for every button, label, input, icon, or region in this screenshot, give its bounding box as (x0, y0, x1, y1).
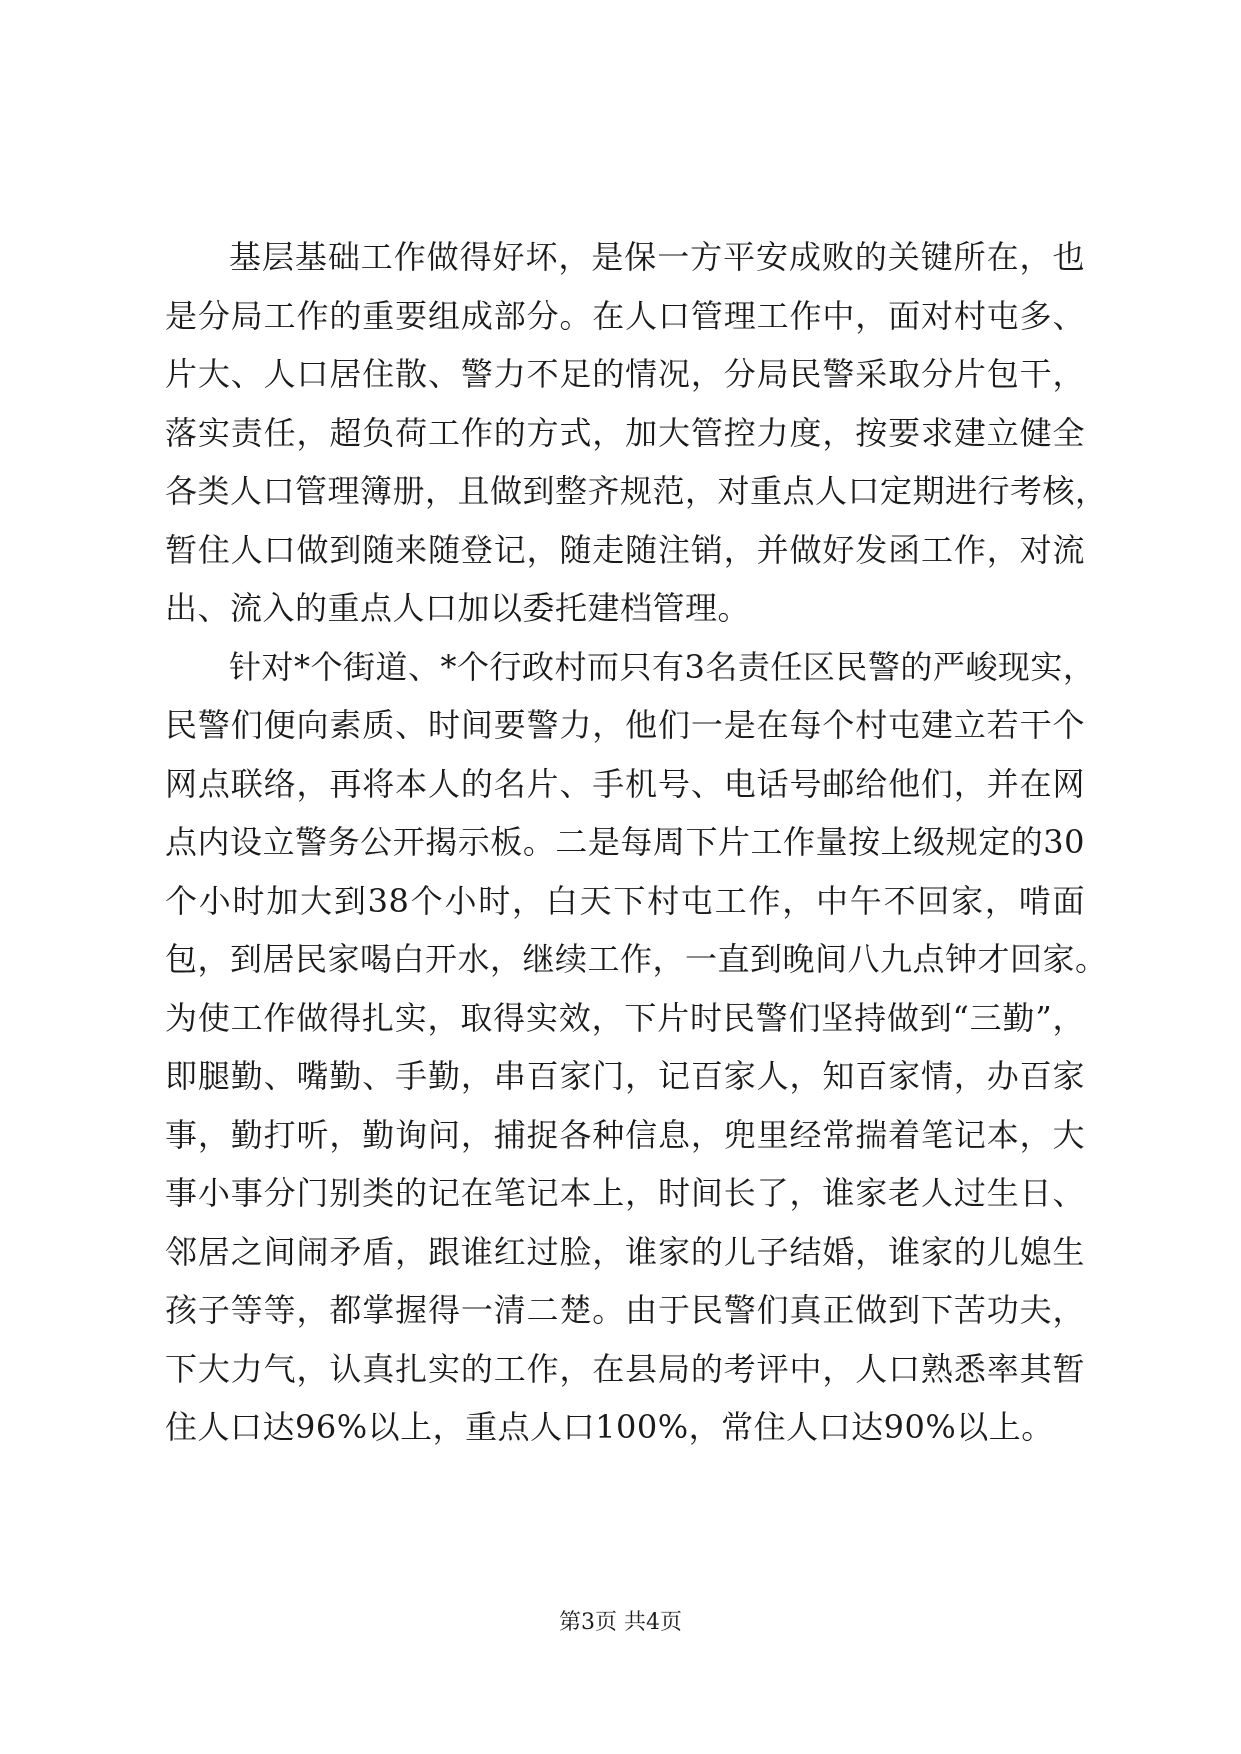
paragraph-2-line-10: 事小事分门别类的记在笔记本上，时间长了，谁家老人过生日、 (165, 1174, 1085, 1212)
paragraph-2-line-12: 孩子等等，都掌握得一清二楚。由于民警们真正做到下苦功夫， (165, 1291, 1085, 1329)
paragraph-2-line-5: 个小时加大到38个小时，白天下村屯工作，中午不回家，啃面 (165, 881, 1085, 920)
paragraph-2-line-3: 网点联络，再将本人的名片、手机号、电话号邮给他们，并在网 (165, 764, 1085, 803)
paragraph-1-line-7: 出、流入的重点人口加以委托建档管理。 (165, 589, 751, 627)
paragraph-1-line-1: 基层基础工作做得好坏，是保一方平安成败的关键所在，也 (229, 238, 1085, 276)
paragraph-1-line-2: 是分局工作的重要组成部分。在人口管理工作中，面对村屯多、 (165, 296, 1085, 335)
paragraph-2-line-2: 民警们便向素质、时间要警力，他们一是在每个村屯建立若干个 (165, 706, 1085, 744)
paragraph-2-line-4: 点内设立警务公开揭示板。二是每周下片工作量按上级规定的30 (165, 823, 1085, 861)
paragraph-2-line-13: 下大力气，认真扎实的工作，在县局的考评中，人口熟悉率其暂 (165, 1349, 1085, 1388)
paragraph-1-line-6: 暂住人口做到随来随登记，随走随注销，并做好发函工作，对流 (165, 530, 1085, 569)
paragraph-2-line-6: 包，到居民家喝白开水，继续工作，一直到晚间八九点钟才回家。 (165, 940, 1108, 978)
paragraph-2-line-11: 邻居之间闹矛盾，跟谁红过脸，谁家的儿子结婚，谁家的儿媳生 (165, 1232, 1085, 1271)
paragraph-2-line-8: 即腿勤、嘴勤、手勤，串百家门，记百家人，知百家情，办百家 (165, 1057, 1085, 1095)
page-footer: 第3页 共4页 (559, 1610, 682, 1635)
document-body (165, 228, 1108, 1457)
paragraph-2-line-1: 针对*个街道、*个行政村而只有3名责任区民警的严峻现实， (229, 647, 1096, 686)
paragraph-2-line-9: 事，勤打听，勤询问，捕捉各种信息，兜里经常揣着笔记本，大 (165, 1115, 1085, 1154)
paragraph-1-line-5: 各类人口管理簿册，且做到整齐规范，对重点人口定期进行考核， (165, 472, 1108, 510)
paragraph-2-line-7: 为使工作做得扎实，取得实效，下片时民警们坚持做到“三勤”， (165, 998, 1085, 1037)
paragraph-1-line-3: 片大、人口居住散、警力不足的情况，分局民警采取分片包干， (165, 355, 1085, 393)
paragraph-1-line-4: 落实责任，超负荷工作的方式，加大管控力度，按要求建立健全 (165, 413, 1085, 452)
paragraph-2-line-14: 住人口达96%以上，重点人口100%，常住人口达90%以上。 (165, 1408, 1054, 1446)
